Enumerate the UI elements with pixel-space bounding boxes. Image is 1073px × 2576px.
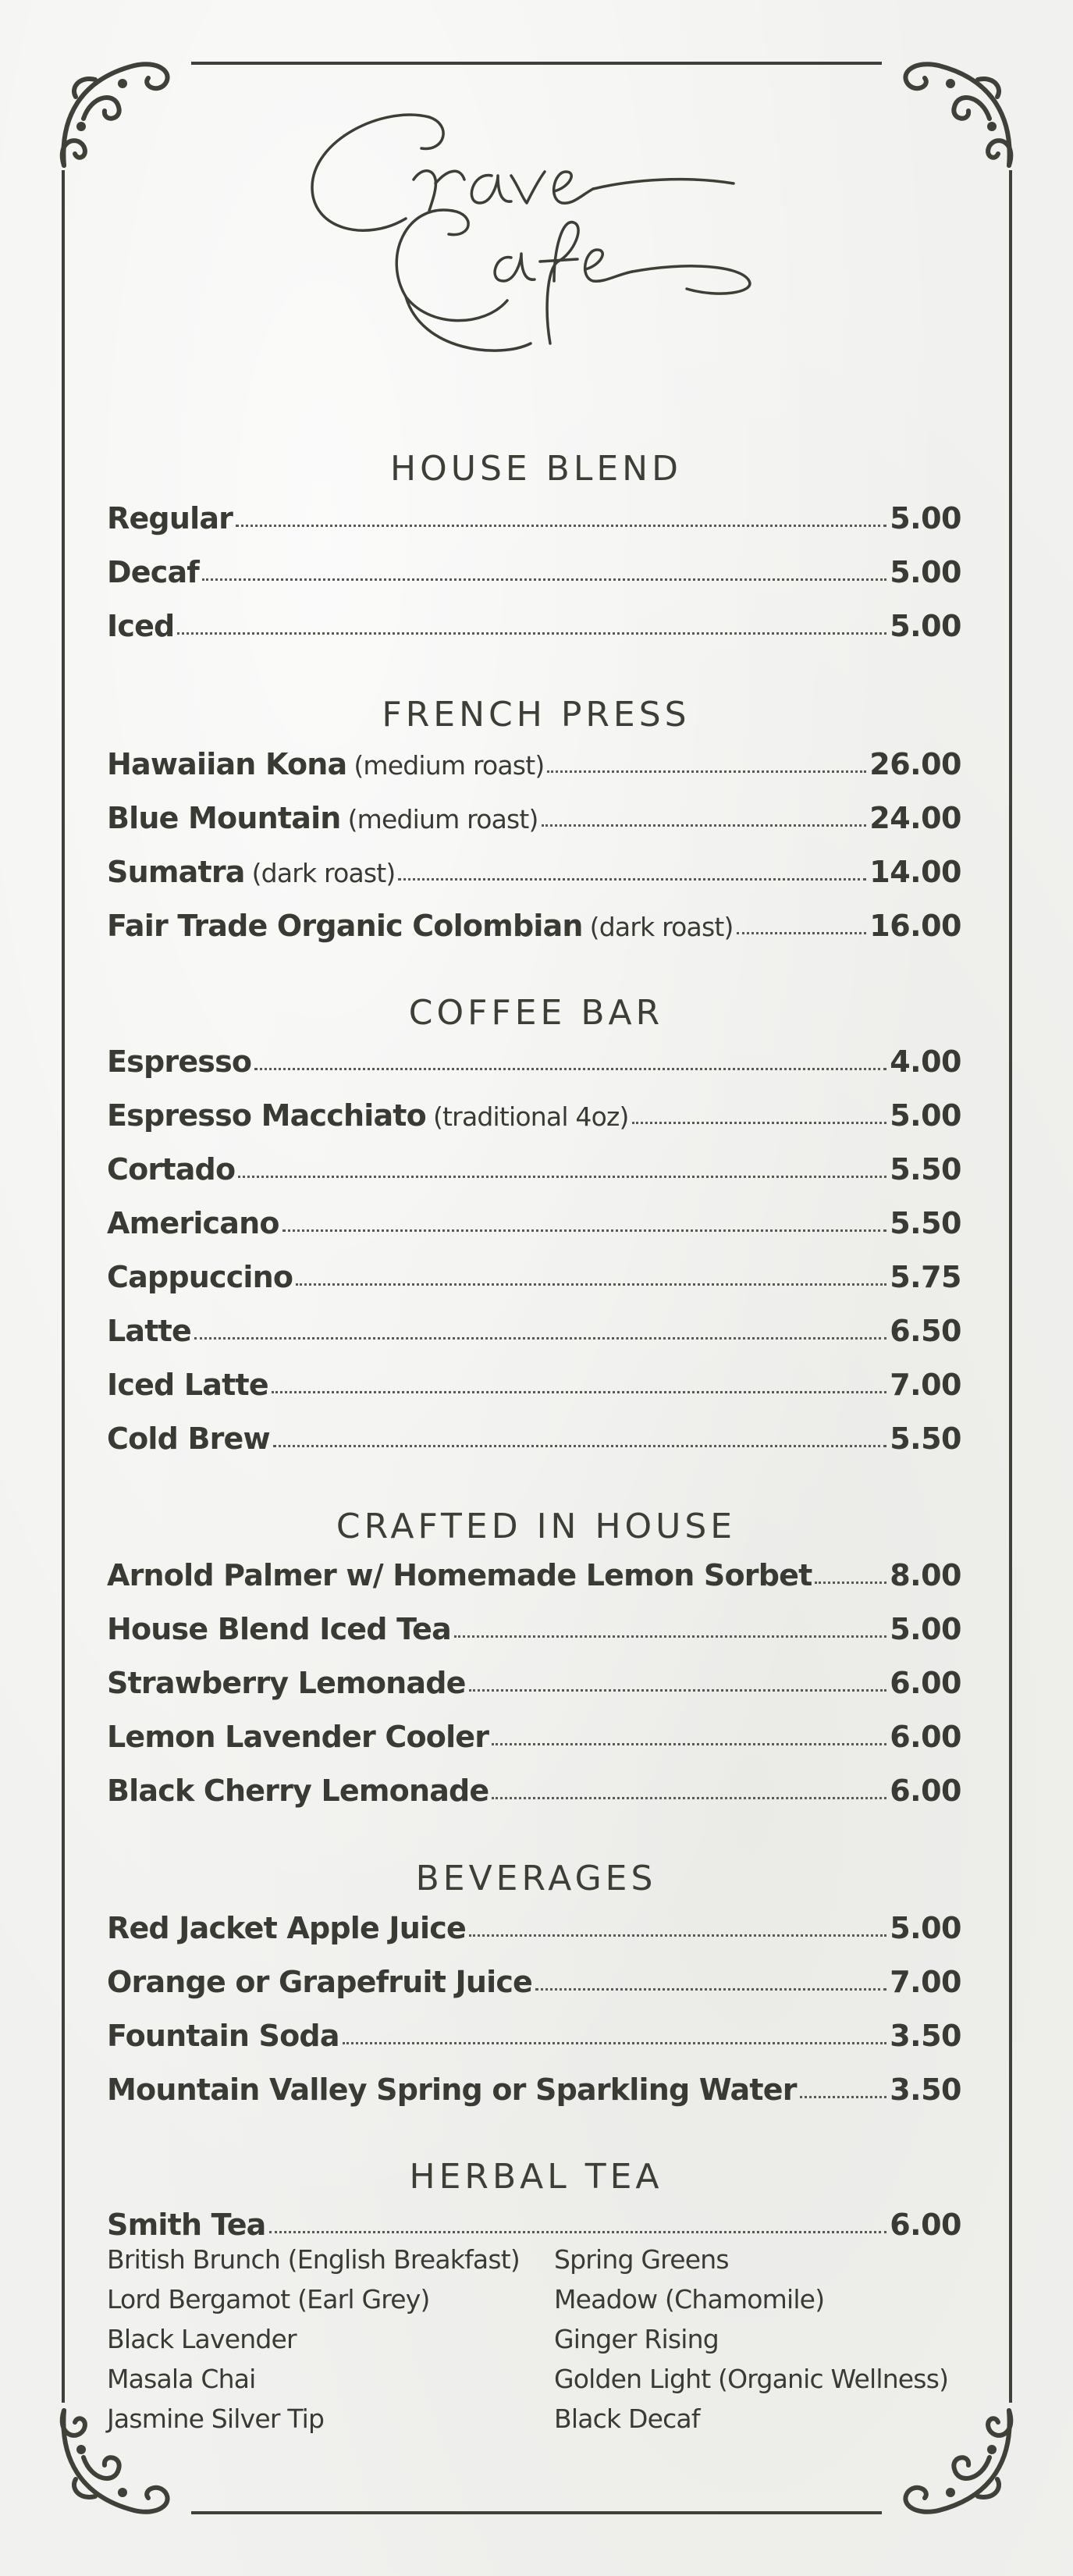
item-name: Hawaiian Kona [107,747,347,781]
menu-item [107,1044,961,1088]
menu-item [107,1206,961,1250]
dot-leader [238,1176,886,1178]
tea-item: Masala Chai [107,2364,256,2394]
dot-leader [282,1229,887,1232]
tea-item: British Brunch (English Breakfast) [107,2244,520,2275]
menu-item [107,501,961,545]
item-name: Cold Brew [107,1421,270,1456]
item-price: 16.00 [869,909,961,943]
menu-item [107,1774,961,1817]
corner-flourish-icon [892,48,1025,181]
tea-list-right [554,2240,948,2439]
item-note: (medium roast) [347,804,538,834]
item-price: 5.00 [890,1911,961,1945]
dot-leader [343,2042,887,2044]
dot-leader [547,770,866,773]
tea-item: Spring Greens [554,2244,729,2275]
item-name: Latte [107,1314,191,1348]
menu-item [107,1098,961,1142]
dot-leader [194,1337,886,1340]
item-name: Regular [107,501,233,535]
section-title-french-press: FRENCH PRESS [382,695,691,735]
item-price: 4.00 [890,1044,961,1079]
menu-item [107,747,961,791]
section-title-house-blend: HOUSE BLEND [390,449,682,489]
dot-leader [272,1391,886,1393]
item-price: 6.00 [890,1720,961,1754]
item-price: 3.50 [890,2019,961,2053]
item-price: 6.50 [890,1314,961,1348]
menu-item [107,855,961,898]
tea-item: Golden Light (Organic Wellness) [554,2364,949,2394]
item-price: 5.00 [890,501,961,535]
dot-leader [815,1582,886,1584]
dot-leader [177,632,886,635]
item-price: 5.00 [890,1098,961,1133]
item-price: 5.00 [890,555,961,589]
item-price: 5.50 [890,1421,961,1456]
item-price: 7.00 [890,1368,961,1402]
tea-item: Ginger Rising [554,2324,719,2354]
item-price: 6.00 [890,1774,961,1808]
frame-left-border [62,170,65,2403]
section-title-beverages: BEVERAGES [415,1859,657,1898]
item-name: Espresso [107,1044,252,1079]
tea-list-left [107,2240,520,2439]
dot-leader [469,1934,886,1937]
item-name: House Blend Iced Tea [107,1612,451,1646]
item-price: 5.00 [890,609,961,643]
tea-item: Jasmine Silver Tip [107,2403,325,2434]
menu-item [107,555,961,599]
tea-item: Meadow (Chamomile) [554,2284,825,2314]
item-name: Fountain Soda [107,2019,339,2053]
dot-leader [273,1445,886,1447]
menu-item [107,909,961,952]
tea-item: Lord Bergamot (Earl Grey) [107,2284,430,2314]
menu-item [107,2073,961,2116]
menu-item [107,2019,961,2062]
tea-item: Black Decaf [554,2403,700,2434]
dot-leader [236,525,886,527]
menu-item [107,1965,961,2008]
item-name: Orange or Grapefruit Juice [107,1965,533,1999]
dot-leader [296,1283,886,1286]
frame-bottom-border [191,2511,882,2514]
cafe-logo [297,94,780,390]
menu-item [107,1314,961,1357]
item-name: Arnold Palmer w/ Homemade Lemon Sorbet [107,1558,812,1592]
item-price: 24.00 [869,801,961,835]
dot-leader [492,1743,886,1745]
item-name: Fair Trade Organic Colombian [107,909,583,943]
item-name: Lemon Lavender Cooler [107,1720,489,1754]
menu-item [107,1612,961,1656]
item-name: Black Cherry Lemonade [107,1774,489,1808]
item-price: 14.00 [869,855,961,889]
item-name: Strawberry Lemonade [107,1666,466,1700]
item-name: Sumatra [107,855,245,889]
frame-right-border [1009,170,1012,2403]
dot-leader [454,1635,886,1638]
item-price: 5.50 [890,1152,961,1187]
item-name: Cappuccino [107,1260,293,1294]
item-name: Red Jacket Apple Juice [107,1911,466,1945]
menu-item [107,609,961,653]
item-name: Iced [107,609,175,643]
menu-item [107,1152,961,1196]
tea-item: Black Lavender [107,2324,297,2354]
item-name: Americano [107,1206,279,1240]
section-title-crafted-in-house: CRAFTED IN HOUSE [336,1507,737,1546]
section-title-herbal-tea: HERBAL TEA [409,2157,663,2197]
item-name: Smith Tea [107,2208,266,2242]
menu-item [107,1911,961,1955]
dot-leader [737,932,867,934]
frame-top-border [191,62,882,65]
dot-leader [469,1689,887,1692]
dot-leader [254,1068,886,1070]
menu-item [107,1368,961,1411]
menu-item [107,801,961,845]
item-name: Blue Mountain [107,801,341,835]
dot-leader [398,878,866,881]
menu-item [107,1421,961,1465]
dot-leader [800,2096,887,2098]
item-note: (traditional 4oz) [432,1101,629,1132]
item-note: (dark roast) [589,912,734,942]
dot-leader [202,578,886,581]
item-name: Espresso Macchiato [107,1098,426,1133]
dot-leader [269,2231,887,2233]
menu-item [107,1720,961,1763]
item-name: Decaf [107,555,200,589]
item-price: 5.00 [890,1612,961,1646]
item-price: 5.50 [890,1206,961,1240]
item-name: Cortado [107,1152,236,1187]
dot-leader [492,1797,886,1799]
item-price: 6.00 [890,2208,961,2242]
item-price: 26.00 [869,747,961,781]
item-price: 7.00 [890,1965,961,1999]
dot-leader [535,1988,886,1991]
menu-item [107,1260,961,1304]
item-note: (medium roast) [354,750,545,781]
item-price: 6.00 [890,1666,961,1700]
dot-leader [542,824,867,827]
dot-leader [632,1122,887,1124]
section-title-coffee-bar: COFFEE BAR [408,993,664,1033]
item-price: 5.75 [890,1260,961,1294]
item-note: (dark roast) [251,858,396,888]
corner-flourish-icon [48,48,181,181]
item-price: 3.50 [890,2073,961,2107]
item-name: Iced Latte [107,1368,268,1402]
item-price: 8.00 [890,1558,961,1592]
menu-item [107,1558,961,1602]
menu-item [107,1666,961,1710]
item-name: Mountain Valley Spring or Sparkling Water [107,2073,797,2107]
